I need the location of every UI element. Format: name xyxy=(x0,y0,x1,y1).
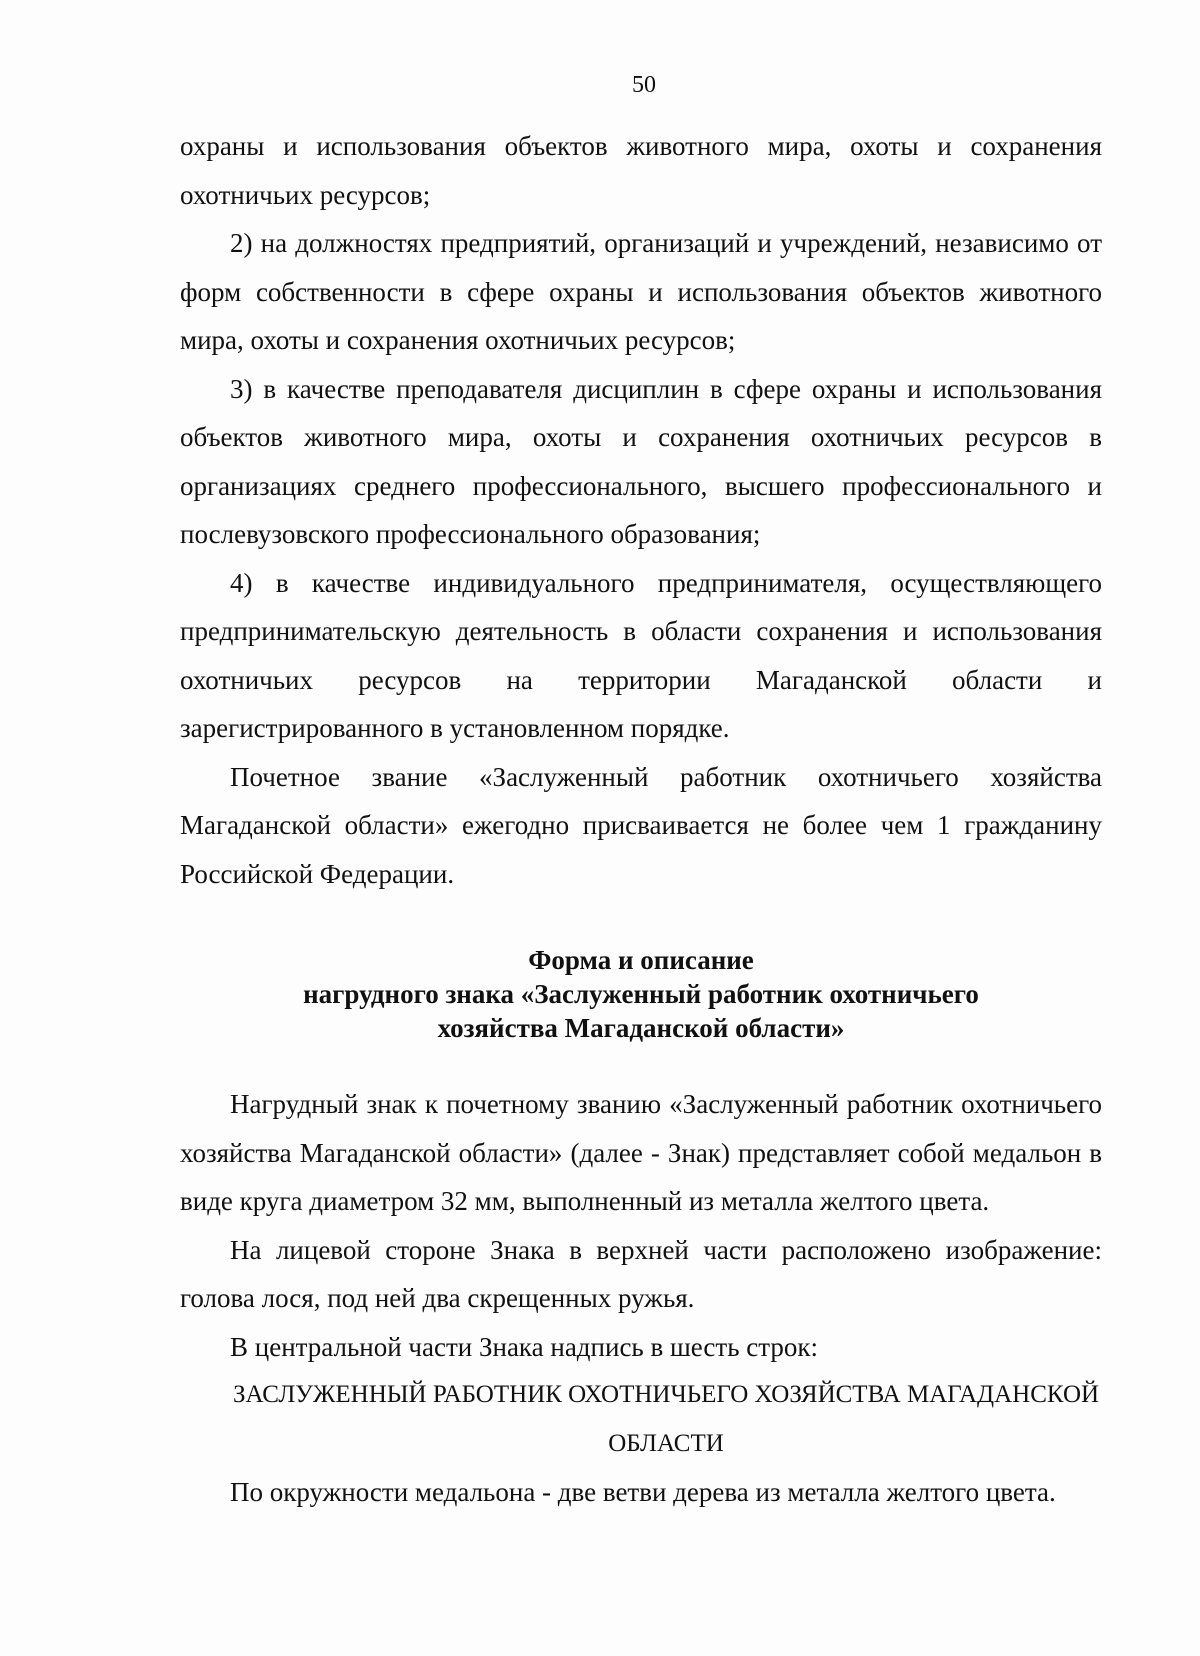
paragraph-honorary-title: Почетное звание «Заслуженный работник охотничьего хозяйства Магаданской области» ежегодно присваивается не более чем 1 гражданину Российской Федерации. xyxy=(180,761,1102,889)
section-heading xyxy=(180,943,1102,1045)
page-number: 50 xyxy=(632,72,656,98)
top-text-block xyxy=(180,122,1102,898)
paragraph-front-side: На лицевой стороне Знака в верхней части расположено изображение: голова лося, под ней два скрещенных ружья. xyxy=(180,1234,1102,1313)
paragraph-circumference: По окружности медальона - две ветви дерева из металла желтого цвета. xyxy=(230,1477,1056,1507)
heading-line-1: Форма и описание xyxy=(528,945,754,975)
paragraph-item-3: 3) в качестве преподавателя дисциплин в сфере охраны и использования объектов животного мира, охоты и сохранения охотничьих ресурсов в организациях среднего профессионального, высшего профессионального и послевузовского профессионального образования; xyxy=(180,373,1102,549)
paragraph-continuation: охраны и использования объектов животного мира, охоты и сохранения охотничьих ресурсов; xyxy=(180,131,1102,210)
paragraph-item-4: 4) в качестве индивидуального предпринимателя, осуществляющего предпринимательскую деятельность в области сохранения и использования охотничьих ресурсов на территории Магаданской области и зарегистрированного в установленном порядке. xyxy=(180,567,1102,743)
paragraph-inscription-intro: В центральной части Знака надпись в шесть строк: xyxy=(230,1331,819,1362)
heading-line-3: хозяйства Магаданской области» xyxy=(437,1013,845,1043)
heading-line-2: нагрудного знака «Заслуженный работник охотничьего xyxy=(303,979,979,1009)
bottom-text-block xyxy=(180,1080,1102,1517)
inscription-text: ЗАСЛУЖЕННЫЙ РАБОТНИК ОХОТНИЧЬЕГО ХОЗЯЙСТВА МАГАДАНСКОЙ ОБЛАСТИ xyxy=(232,1381,1100,1457)
paragraph-item-2: 2) на должностях предприятий, организаций и учреждений, независимо от форм собственности в сфере охраны и использования объектов животного мира, охоты и сохранения охотничьих ресурсов; xyxy=(180,228,1102,355)
paragraph-badge-description: Нагрудный знак к почетному званию «Заслуженный работник охотничьего хозяйства Магаданской области» (далее - Знак) представляет собой медальон в виде круга диаметром 32 мм, выполненный из металла желтого цвета. xyxy=(180,1089,1102,1216)
